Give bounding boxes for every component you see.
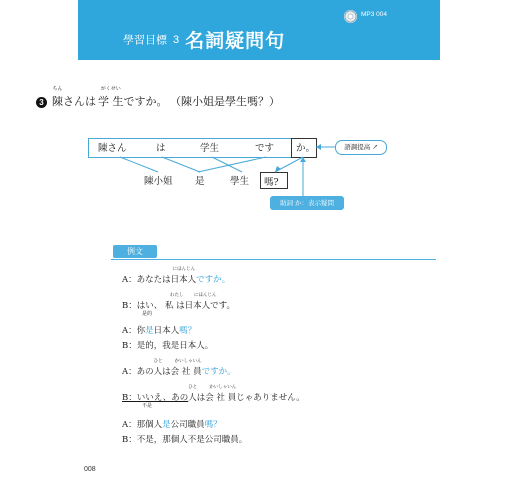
- line3-shi: 是: [145, 326, 154, 336]
- examples-heading: 例文: [113, 245, 157, 258]
- line6-kaishain: 会 社 員: [205, 393, 237, 403]
- line6-hito: 人: [188, 393, 197, 403]
- mp3-track-label: MP3 004: [361, 11, 388, 18]
- page-number: 008: [84, 466, 96, 473]
- rising-arrow-icon: ↗: [372, 143, 378, 151]
- line5-wa: は: [162, 367, 171, 377]
- line2-ruby-watashi: わたし: [170, 293, 184, 298]
- ruby-chin: ちん: [52, 86, 63, 92]
- zh-word-xuesheng: 學生: [230, 176, 250, 187]
- zh-word-chen-xiaojie: 陳小姐: [144, 176, 173, 187]
- example-line-4: [122, 339, 213, 351]
- example-translation: （陳小姐是學生嗎？）: [175, 95, 280, 108]
- line3-ma: 嗎？: [179, 326, 197, 336]
- line6-ruby-kaishain: かいしゃいん: [209, 385, 237, 390]
- word-gakusei: 学 生: [98, 95, 124, 108]
- tone-label: 語調提高: [344, 143, 371, 151]
- jp-word-wa: は: [156, 143, 166, 154]
- word-chen: 陳: [52, 95, 63, 108]
- examples-divider: [111, 259, 436, 260]
- line2-gloss: 是的: [142, 311, 153, 317]
- example-line-5: [122, 359, 236, 377]
- jp-word-gakusei: 学生: [200, 143, 220, 154]
- line5-ruby-hito: ひと: [153, 359, 163, 364]
- line7-company-employee: 公司職員: [170, 420, 205, 430]
- line7-ma: 嗎？: [204, 420, 222, 430]
- line5-a: A：あの: [122, 367, 154, 377]
- particle-ka-note: 助詞 か：表示疑問: [270, 196, 344, 210]
- example-line-2: [122, 293, 235, 317]
- line8-text: B：不是，那個人不是公司職員。: [122, 435, 248, 445]
- line1-ruby: にほんじん: [172, 267, 196, 272]
- jp-word-ka: か。: [296, 143, 316, 154]
- line2-text: B：はい、 私 は日本人です。: [122, 301, 235, 311]
- word-desuka: ですか。: [123, 95, 168, 108]
- ruby-gakusei: がくせい: [100, 86, 121, 92]
- line7-a: A：那個人: [122, 420, 163, 430]
- line2-ruby-nihonjin: にほんじん: [194, 293, 217, 298]
- line1-nihonjin: 日本人: [170, 275, 197, 285]
- example-number-badge: 3: [36, 97, 47, 108]
- line6-b: B：いいえ、あの: [122, 393, 189, 403]
- line4-text: B：是的，我是日本人。: [122, 341, 214, 351]
- line6-wa: は: [196, 393, 206, 403]
- line6-rest: じゃありません。: [236, 393, 305, 403]
- example-line-8: [122, 433, 247, 445]
- section-number: 3: [173, 33, 180, 46]
- line5-kaishain: 会 社 員: [170, 367, 202, 377]
- jp-word-desu: です: [255, 143, 275, 154]
- word-san-wa: さんは: [63, 95, 96, 108]
- line7-shi: 是: [162, 420, 171, 430]
- line6-ruby-hito: ひと: [188, 385, 198, 390]
- line5-desuka: ですか。: [201, 367, 236, 377]
- zh-word-ma: 嗎?: [264, 177, 279, 188]
- jp-word-chen-san: 陳さん: [98, 143, 127, 154]
- line3-a: A：你: [122, 326, 146, 336]
- line6-gloss: 不是: [142, 403, 153, 409]
- line1-prefix: A：あなたは: [122, 275, 171, 285]
- line1-desuka: ですか。: [196, 275, 231, 285]
- lesson-title: 名詞疑問句: [185, 30, 286, 52]
- section-label: 學習目標: [123, 34, 167, 47]
- example-line-1: [122, 267, 231, 285]
- zh-word-shi: 是: [195, 176, 205, 187]
- line5-ruby-kaishain: かいしゃいん: [174, 359, 202, 364]
- line5-hito: 人: [153, 367, 163, 377]
- example-line-6: [122, 385, 305, 409]
- example-line-3: [122, 324, 196, 336]
- line3-nihonjin: 日本人: [153, 326, 180, 336]
- example-line-7: [122, 418, 222, 430]
